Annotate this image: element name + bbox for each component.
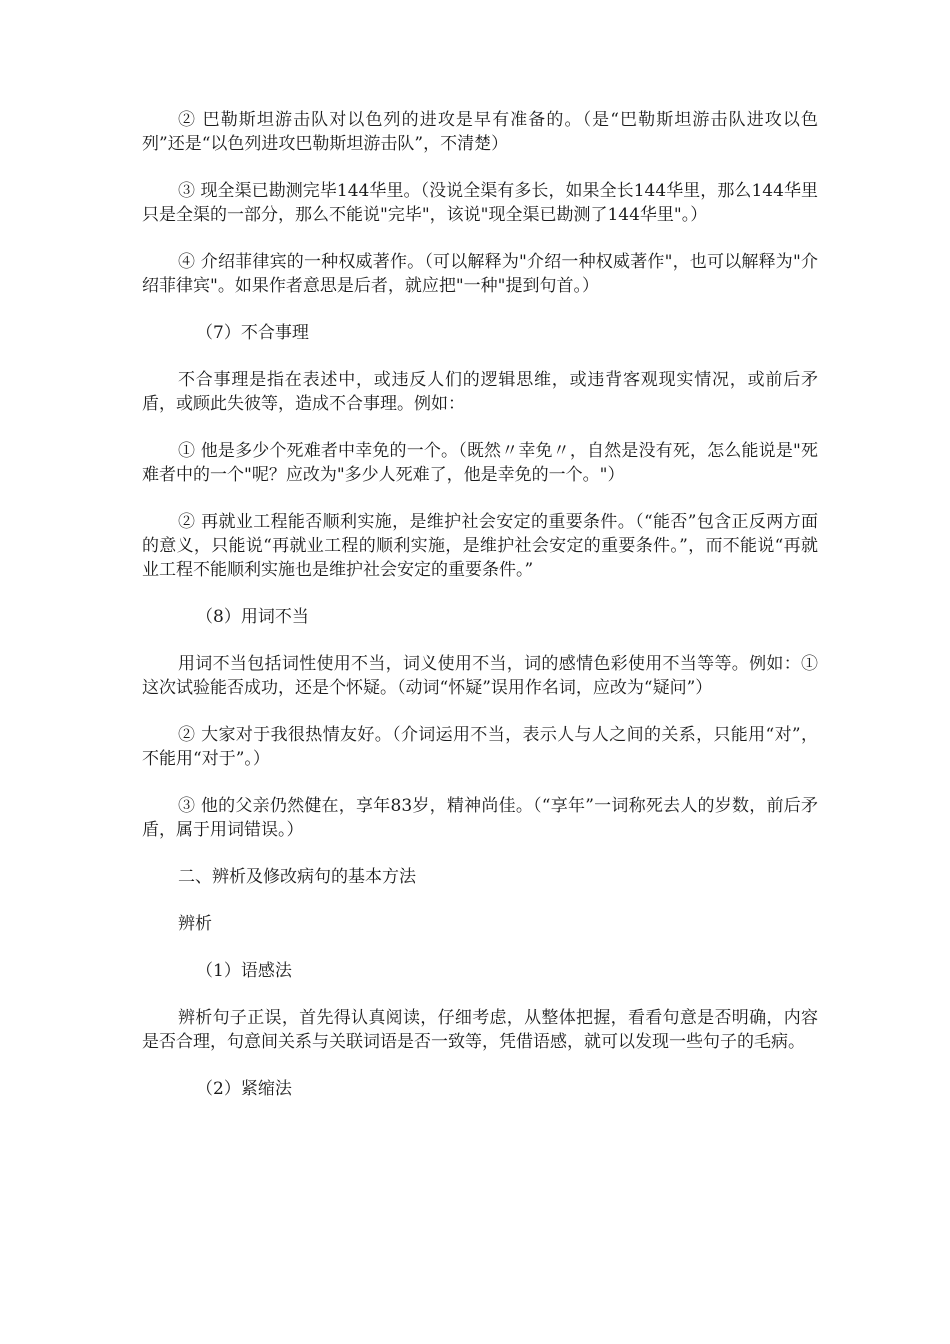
example-paragraph: ③ 他的父亲仍然健在，享年83岁，精神尚佳。（“享年”一词称死去人的岁数，前后矛盾，属于用词错误。） — [142, 796, 818, 840]
section-subheading: （8）用词不当 — [196, 607, 309, 627]
section-subheading: （2）紧缩法 — [196, 1079, 292, 1099]
example-paragraph: ① 他是多少个死难者中幸免的一个。（既然〃幸免〃，自然是没有死，怎么能说是"死难者中的一个"呢？应改为"多少人死难了，他是幸免的一个。"） — [142, 441, 818, 485]
body-paragraph: 用词不当包括词性使用不当，词义使用不当，词的感情色彩使用不当等等。例如：①这次试验能否成功，还是个怀疑。（动词“怀疑”误用作名词，应改为“疑问”） — [142, 654, 818, 698]
body-paragraph: 不合事理是指在表述中，或违反人们的逻辑思维，或违背客观现实情况，或前后矛盾，或顾此失彼等，造成不合事理。例如： — [142, 370, 818, 414]
document-page — [142, 108, 818, 1124]
example-paragraph: ② 巴勒斯坦游击队对以色列的进攻是早有准备的。（是“巴勒斯坦游击队进攻以色列”还是“以色列进攻巴勒斯坦游击队”，不清楚） — [142, 110, 818, 154]
example-paragraph: ③ 现全渠已勘测完毕144华里。（没说全渠有多长，如果全长144华里，那么144华里只是全渠的一部分，那么不能说"完毕"，该说"现全渠已勘测了144华里"。） — [142, 181, 818, 225]
section-subheading: （1）语感法 — [196, 961, 292, 981]
example-paragraph: ② 再就业工程能否顺利实施，是维护社会安定的重要条件。（“能否”包含正反两方面的意义，只能说“再就业工程的顺利实施，是维护社会安定的重要条件。”，而不能说“再就业工程不能顺利实施也是维护社会安定的重要条件。” — [142, 512, 818, 580]
example-paragraph: ④ 介绍菲律宾的一种权威著作。（可以解释为"介绍一种权威著作"，也可以解释为"介绍菲律宾"。如果作者意思是后者，就应把"一种"提到句首。） — [142, 252, 818, 296]
body-paragraph: 辨析句子正误，首先得认真阅读，仔细考虑，从整体把握，看看句意是否明确，内容是否合理，句意间关系与关联词语是否一致等，凭借语感，就可以发现一些句子的毛病。 — [142, 1008, 818, 1052]
section-heading: 辨析 — [178, 914, 212, 934]
section-heading: 二、辨析及修改病句的基本方法 — [178, 867, 416, 887]
section-subheading: （7）不合事理 — [196, 323, 309, 343]
example-paragraph: ② 大家对于我很热情友好。（介词运用不当，表示人与人之间的关系，只能用“对”，不能用“对于”。） — [142, 725, 818, 769]
